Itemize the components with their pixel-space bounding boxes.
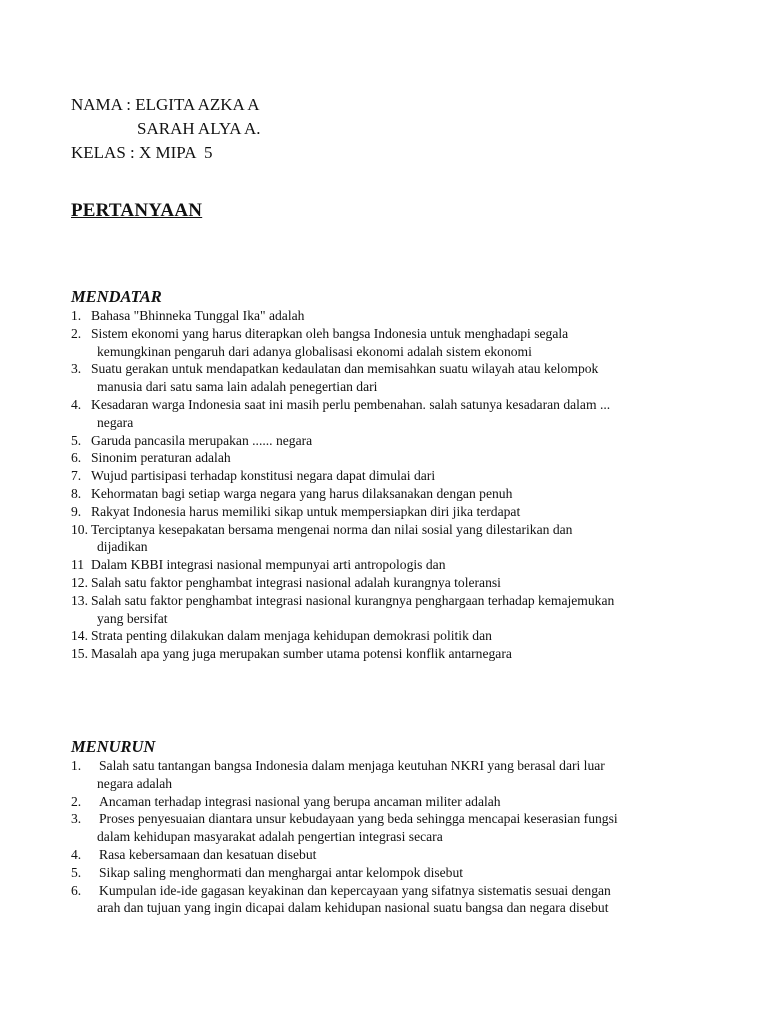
item-text-continuation: kemungkinan pengaruh dari adanya globalisasi ekonomi adalah sistem ekonomi xyxy=(97,343,532,359)
item-number: 2. xyxy=(71,793,82,809)
item-text: Terciptanya kesepakatan bersama mengenai norma dan nilai sosial yang dilestarikan dan xyxy=(91,521,573,537)
menurun-heading: MENURUN xyxy=(71,737,156,756)
item-text-continuation: manusia dari satu sama lain adalah penegertian dari xyxy=(97,379,378,395)
item-number: 10. xyxy=(71,521,88,537)
item-text: Salah satu faktor penghambat integrasi nasional adalah kurangnya toleransi xyxy=(91,574,501,590)
item-number: 1. xyxy=(71,308,82,323)
list-item xyxy=(71,360,711,378)
list-item xyxy=(71,307,711,325)
item-number: 3. xyxy=(71,361,82,377)
student-header xyxy=(71,93,260,165)
item-number: 9. xyxy=(71,503,82,519)
nama-line: NAMA : ELGITA AZKA A xyxy=(71,95,260,114)
item-text: Sistem ekonomi yang harus diterapkan oleh bangsa Indonesia untuk menghadapi segala xyxy=(91,325,569,341)
item-number: 1. xyxy=(71,758,82,773)
item-text: Wujud partisipasi terhadap konstitusi negara dapat dimulai dari xyxy=(91,468,436,484)
list-item xyxy=(71,846,711,864)
mendatar-list xyxy=(71,307,711,663)
item-text: Proses penyesuaian diantara unsur kebudayaan yang beda sehingga mencapai keserasian fungsi xyxy=(99,811,618,827)
item-number: 3. xyxy=(71,811,82,827)
item-number: 4. xyxy=(71,846,82,862)
list-item xyxy=(71,325,711,343)
list-item xyxy=(71,793,711,811)
item-text-continuation: negara adalah xyxy=(97,775,173,791)
mendatar-heading: MENDATAR xyxy=(71,287,162,306)
item-text-continuation: negara xyxy=(97,414,134,430)
item-text: Sikap saling menghormati dan menghargai antar kelompok disebut xyxy=(99,864,464,880)
item-text-continuation: yang bersifat xyxy=(97,610,168,626)
list-item xyxy=(71,882,711,900)
item-number: 7. xyxy=(71,468,82,484)
list-item xyxy=(71,757,711,775)
list-item xyxy=(71,627,711,645)
item-number: 5. xyxy=(71,432,82,448)
kelas-line: KELAS : X MIPA 5 xyxy=(71,143,213,162)
item-number: 11 xyxy=(71,557,85,573)
item-number: 6. xyxy=(71,450,82,466)
item-text: Rakyat Indonesia harus memiliki sikap untuk mempersiapkan diri jika terdapat xyxy=(91,503,521,519)
nama-line-2: SARAH ALYA A. xyxy=(137,119,261,138)
list-item xyxy=(71,521,711,539)
list-item xyxy=(71,864,711,882)
item-text: Masalah apa yang juga merupakan sumber utama potensi konflik antarnegara xyxy=(91,646,512,662)
item-text: Ancaman terhadap integrasi nasional yang berupa ancaman militer adalah xyxy=(99,793,501,809)
item-text: Dalam KBBI integrasi nasional mempunyai arti antropologis dan xyxy=(91,557,446,573)
list-item xyxy=(71,449,711,467)
list-item xyxy=(71,574,711,592)
item-text: Strata penting dilakukan dalam menjaga kehidupan demokrasi politik dan xyxy=(91,628,492,644)
item-text-continuation: arah dan tujuan yang ingin dicapai dalam kehidupan nasional suatu bangsa dan negara disebut xyxy=(97,900,609,916)
list-item xyxy=(71,645,711,663)
item-number: 15. xyxy=(71,646,88,662)
page-title: PERTANYAAN xyxy=(71,200,203,221)
item-text-continuation: dalam kehidupan masyarakat adalah pengertian integrasi secara xyxy=(97,829,443,845)
item-text: Bahasa "Bhinneka Tunggal Ika" adalah xyxy=(91,308,305,323)
list-item xyxy=(71,503,711,521)
menurun-list xyxy=(71,757,711,917)
item-text: Kehormatan bagi setiap warga negara yang harus dilaksanakan dengan penuh xyxy=(91,485,513,501)
list-item xyxy=(71,396,711,414)
item-number: 13. xyxy=(71,592,88,608)
item-text: Kumpulan ide-ide gagasan keyakinan dan kepercayaan yang sifatnya sistematis sesuai dengan xyxy=(99,882,611,898)
item-number: 5. xyxy=(71,864,82,880)
item-number: 2. xyxy=(71,325,82,341)
item-text: Suatu gerakan untuk mendapatkan kedaulatan dan memisahkan suatu wilayah atau kelompok xyxy=(91,361,599,377)
item-text-continuation: dijadikan xyxy=(97,539,148,555)
item-number: 4. xyxy=(71,396,82,412)
item-text: Garuda pancasila merupakan ...... negara xyxy=(91,432,313,448)
item-text: Salah satu faktor penghambat integrasi nasional kurangnya penghargaan terhadap kemajemukan xyxy=(91,592,615,608)
item-text: Rasa kebersamaan dan kesatuan disebut xyxy=(99,846,317,862)
item-text: Sinonim peraturan adalah xyxy=(91,450,231,466)
item-text: Kesadaran warga Indonesia saat ini masih perlu pembenahan. salah satunya kesadaran dalam ... xyxy=(91,396,611,412)
item-number: 12. xyxy=(71,574,88,590)
list-item xyxy=(71,467,711,485)
item-number: 8. xyxy=(71,485,82,501)
list-item xyxy=(71,432,711,450)
list-item xyxy=(71,810,711,828)
item-number: 6. xyxy=(71,882,82,898)
list-item xyxy=(71,485,711,503)
item-number: 14. xyxy=(71,628,88,644)
list-item xyxy=(71,592,711,610)
item-text: Salah satu tantangan bangsa Indonesia dalam menjaga keutuhan NKRI yang berasal dari luar xyxy=(99,758,605,773)
list-item xyxy=(71,556,711,574)
